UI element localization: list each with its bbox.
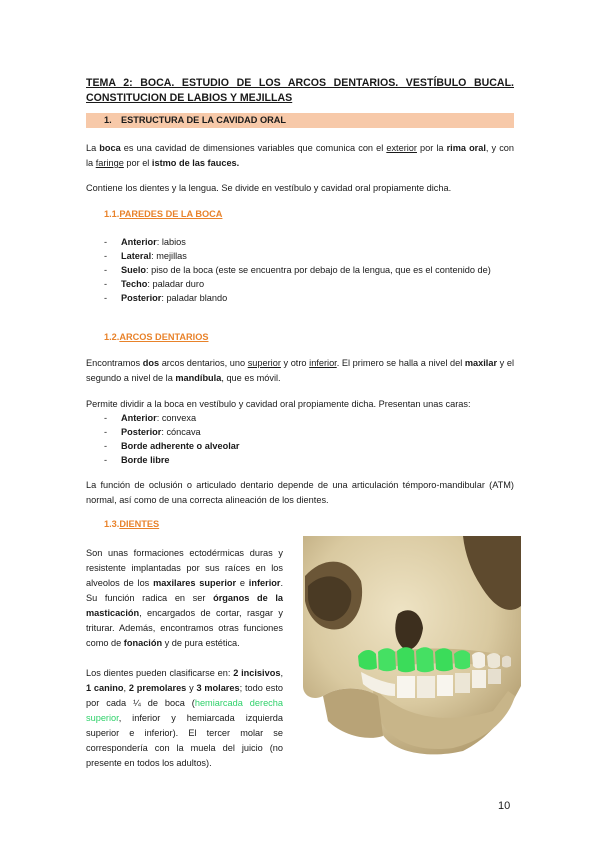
list-item: - Lateral: mejillas	[104, 251, 187, 261]
list-item: - Borde adherente o alveolar	[104, 441, 240, 451]
arcos-paragraph-3: La función de oclusión o articulado dentario depende de una articulación témporo-mandibular (ATM) normal, así como de una correcta alineación de los dientes.	[86, 480, 514, 505]
title-line-2: CONSTITUCION DE LABIOS Y MEJILLAS	[86, 92, 293, 104]
section-number: 1.	[104, 115, 112, 125]
section-heading-bar	[86, 113, 514, 128]
green-highlight: hemiarcada derecha superior	[86, 698, 283, 723]
subsection-number: 1.2.	[104, 332, 120, 342]
list-item: - Borde libre	[104, 455, 170, 465]
list-item: - Anterior: labios	[104, 237, 186, 247]
subsection-title: ARCOS DENTARIOS	[119, 332, 209, 342]
subsection-heading-paredes	[104, 209, 222, 219]
subsection-heading-arcos	[104, 332, 208, 342]
intro-paragraph-2: Contiene los dientes y la lengua. Se divide en vestíbulo y cavidad oral propiamente dicha.	[86, 183, 452, 193]
subsection-title: PAREDES DE LA BOCA	[119, 209, 223, 219]
dientes-paragraph-1: Son unas formaciones ectodérmicas duras y resistente implantadas por sus raíces en los alveolos de los maxilares superior e inferior. Su función radica en ser órganos de la masticación, encargados de cortar, rasgar y triturar. Además, encontramos otras funciones como de fonación y de pura estética.	[86, 548, 284, 648]
subsection-number: 1.3.	[104, 519, 120, 529]
intro-paragraph-1: La boca es una cavidad de dimensiones variables que comunica con el exterior por la rima oral, y con la faringe por el istmo de las fauces.	[86, 143, 515, 168]
title-line-1: TEMA 2: BOCA. ESTUDIO DE LOS ARCOS DENTARIOS. VESTÍBULO BUCAL.	[86, 77, 514, 89]
subsection-title: DIENTES	[119, 519, 160, 529]
list-item: - Anterior: convexa	[104, 413, 197, 423]
list-item: - Posterior: cóncava	[104, 427, 201, 437]
caras-list	[86, 411, 514, 467]
dientes-text	[86, 546, 283, 771]
dientes-paragraph-2: Los dientes pueden clasificarse en: 2 incisivos, 1 canino, 2 premolares y 3 molares; todo esto por cada ¼ de boca (hemiarcada derecha superior, inferior y hemiarcada izquierda superior e inferior). El tercer molar se correspondería con la muela del juicio (no presente en todos los adultos).	[86, 668, 283, 768]
list-item: - Posterior: paladar blando	[104, 293, 228, 303]
paredes-list	[86, 235, 514, 305]
section-title: ESTRUCTURA DE LA CAVIDAD ORAL	[121, 115, 287, 125]
list-item: - Suelo: piso de la boca (este se encuentra por debajo de la lengua, que es el contenido de)	[104, 265, 491, 275]
skull-illustration	[303, 536, 521, 758]
subsection-heading-dientes	[104, 519, 159, 529]
page-title	[86, 76, 514, 106]
list-item: - Techo: paladar duro	[104, 279, 205, 289]
subsection-number: 1.1.	[104, 209, 120, 219]
page-number: 10	[498, 800, 511, 812]
arcos-paragraph-1: Encontramos dos arcos dentarios, uno superior y otro inferior. El primero se halla a nivel del maxilar y el segundo a nivel de la mandíbula, que es móvil.	[86, 358, 515, 383]
arcos-paragraph-2: Permite dividir a la boca en vestíbulo y cavidad oral propiamente dicha. Presentan unas caras:	[86, 399, 471, 409]
